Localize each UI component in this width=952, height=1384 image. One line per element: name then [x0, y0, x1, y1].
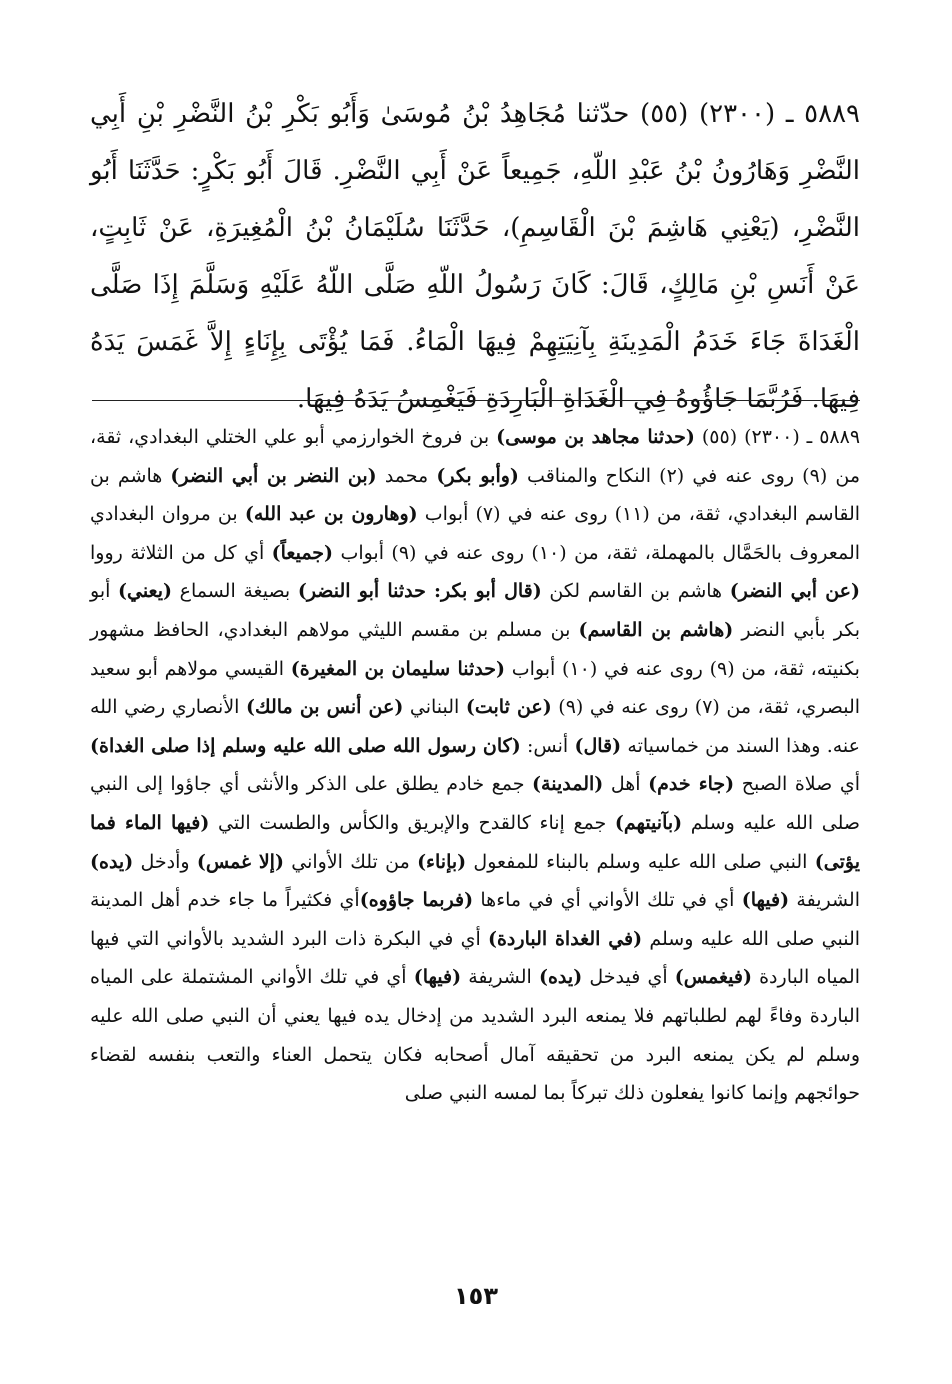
commentary-text: القيسي مولاهم أبو سعيد البصري، ثقة، من (٧) روى عنه في (٩) [90, 657, 861, 719]
commentary-quoted-text: (فيها) [741, 889, 790, 912]
commentary-text: أهل [603, 773, 649, 796]
commentary-text: جمع خادم يطلق على الذكر والأنثى أي جاؤوا إلى النبي صلى الله عليه وسلم [90, 773, 860, 834]
commentary-text: النبي صلى الله عليه وسلم بالبناء للمفعول [466, 850, 815, 873]
commentary-quoted-text: (عن ثابت) [465, 696, 552, 719]
commentary-text: محمد [376, 464, 437, 487]
commentary-text: أنس: [520, 734, 575, 757]
commentary-quoted-text: (هاشم بن القاسم) [578, 618, 734, 641]
commentary-text: هاشم بن القاسم البغدادي، ثقة، من (١١) روى عنه في (٧) أبواب [90, 464, 861, 526]
commentary-quoted-text: (وهارون بن عبد الله) [244, 503, 418, 526]
commentary-quoted-text: (حدثنا مجاهد بن موسى) [496, 426, 695, 448]
commentary-text: ٥٨٨٩ ـ (٢٣٠٠) (٥٥) [694, 426, 861, 448]
commentary-text: الأنصاري رضي الله عنه. وهذا السند من خماسياته [90, 696, 860, 757]
footnote-divider [92, 400, 860, 401]
commentary-text: من تلك الأواني [283, 850, 418, 873]
commentary-quoted-text: (فربما جاؤوه) [359, 889, 474, 912]
hadith-number: ٥٨٨٩ ـ (٢٣٠٠) (٥٥) [640, 99, 861, 129]
commentary-block [90, 418, 860, 1113]
commentary-paragraph [90, 418, 860, 1113]
commentary-quoted-text: (إلا غمس) [196, 850, 284, 873]
commentary-text: بصيغة السماع [172, 580, 298, 603]
commentary-quoted-text: (المدينة) [532, 773, 604, 796]
commentary-text: بن مروان البغدادي المعروف بالحَمَّال بالمهملة، ثقة، من (١٠) روى عنه في (٩) أبواب [90, 503, 861, 564]
commentary-text: بن فروخ الخوارزمي أبو علي الختلي البغدادي، ثقة، من (٩) روى عنه في (٢) النكاح والمناقب [90, 426, 861, 487]
commentary-text: وأدخل [133, 850, 197, 873]
commentary-quoted-text: (جميعاً) [271, 541, 334, 564]
hadith-paragraph [90, 86, 860, 428]
commentary-quoted-text: (بآنيتهم) [614, 811, 683, 834]
commentary-text: أي فيدخل [582, 966, 675, 989]
commentary-quoted-text: (يده) [538, 966, 583, 989]
commentary-quoted-text: (قال) [574, 734, 622, 757]
commentary-quoted-text: (وأبو بكر) [436, 464, 519, 487]
commentary-quoted-text: (فيها) [413, 966, 462, 989]
commentary-quoted-text: (حدثنا سليمان بن المغيرة) [290, 657, 506, 680]
commentary-quoted-text: (بن النضر بن أبي النضر) [170, 464, 377, 487]
commentary-text: الشريفة [789, 889, 860, 912]
commentary-quoted-text: (في الغداة الباردة) [487, 927, 643, 950]
commentary-quoted-text: (فيغمس) [674, 966, 752, 989]
commentary-text: أي في البكرة ذات البرد الشديد بالأواني التي فيها المياه الباردة [90, 927, 860, 989]
commentary-text: هاشم بن القاسم لكن [541, 580, 730, 603]
commentary-text: الشريفة [461, 966, 539, 989]
commentary-text: أبو بكر بأبي النضر [90, 580, 860, 641]
commentary-quoted-text: (يده) [90, 850, 134, 873]
commentary-text: أي كل من الثلاثة رووا [90, 541, 272, 564]
commentary-text: البناني [403, 696, 466, 719]
commentary-quoted-text: (كان رسول الله صلى الله عليه وسلم إذا صلى الغداة) [90, 734, 521, 757]
commentary-text: جمع إناء كالقدح والإبريق والكأس والطست التي [209, 811, 615, 834]
page-number: ١٥٣ [454, 1282, 498, 1310]
commentary-quoted-text: (بإناء) [417, 850, 467, 873]
commentary-text: أي فكثيراً ما جاء خدم أهل المدينة النبي صلى الله عليه وسلم [90, 889, 861, 950]
commentary-quoted-text: (عن أبي النضر) [729, 580, 860, 603]
hadith-text-block [90, 86, 860, 428]
commentary-quoted-text: (فيها الماء فما يؤتى) [90, 811, 860, 873]
commentary-text: أي في تلك الأواني المشتملة على المياه الباردة وفاءً لهم لطلباتهم فلا يمنعه البرد الشديد من إدخال يده فيها يعني أن النبي صلى الله عليه وسلم لم يكن يمنعه البرد من تحقيقه آمال أصحابه فكان يتحمل العناء والتعب بنفسه لقضاء حوائجهم وإنما كانوا يفعلون ذلك تبركاً بما لمسه النبي صلى [90, 966, 860, 1105]
commentary-text: بن مسلم بن مقسم الليثي مولاهم البغدادي، الحافظ مشهور بكنيته، ثقة، من (٩) روى عنه في (١٠) أبواب [90, 618, 860, 680]
commentary-quoted-text: (يعني) [118, 580, 173, 603]
commentary-quoted-text: (عن أنس بن مالك) [245, 696, 404, 719]
commentary-quoted-text: (قال أبو بكر: حدثنا أبو النضر) [297, 580, 542, 603]
commentary-quoted-text: (جاء خدم) [648, 773, 735, 796]
hadith-body: حدّثنا مُجَاهِدُ بْنُ مُوسَىٰ وَأَبُو بَكْرِ بْنُ النَّضْرِ بْنِ أَبِي النَّضْرِ وَهَارُونُ بْنُ عَبْدِ اللّهِ، جَمِيعاً عَنْ أَبِي النَّضْرِ. قَالَ أَبُو بَكْرٍ: حَدَّثَنَا أَبُو النَّضْرِ، (يَعْنِي هَاشِمَ بْنَ الْقَاسِمِ)، حَدَّثَنَا سُلَيْمَانُ بْنُ الْمُغِيرَةِ، عَنْ ثَابِتٍ، عَنْ أَنَسِ بْنِ مَالِكٍ، قَالَ: كَانَ رَسُولُ اللّهِ صَلَّى اللّهُ عَلَيْهِ وَسَلَّمَ إِذَا صَلَّى الْغَدَاةَ جَاءَ خَدَمُ الْمَدِينَةِ بِآنِيَتِهِمْ فِيهَا الْمَاءُ. فَمَا يُؤْتَى بِإِنَاءٍ إِلاَّ غَمَسَ يَدَهُ فِيهَا. فَرُبَّمَا جَاؤُوهُ فِي الْغَدَاةِ الْبَارِدَةِ فَيَغْمِسُ يَدَهُ فِيهَا. [90, 99, 860, 414]
commentary-text: أي صلاة الصبح [734, 773, 860, 796]
commentary-text: أي في تلك الأواني أي في ماءها [473, 889, 742, 912]
